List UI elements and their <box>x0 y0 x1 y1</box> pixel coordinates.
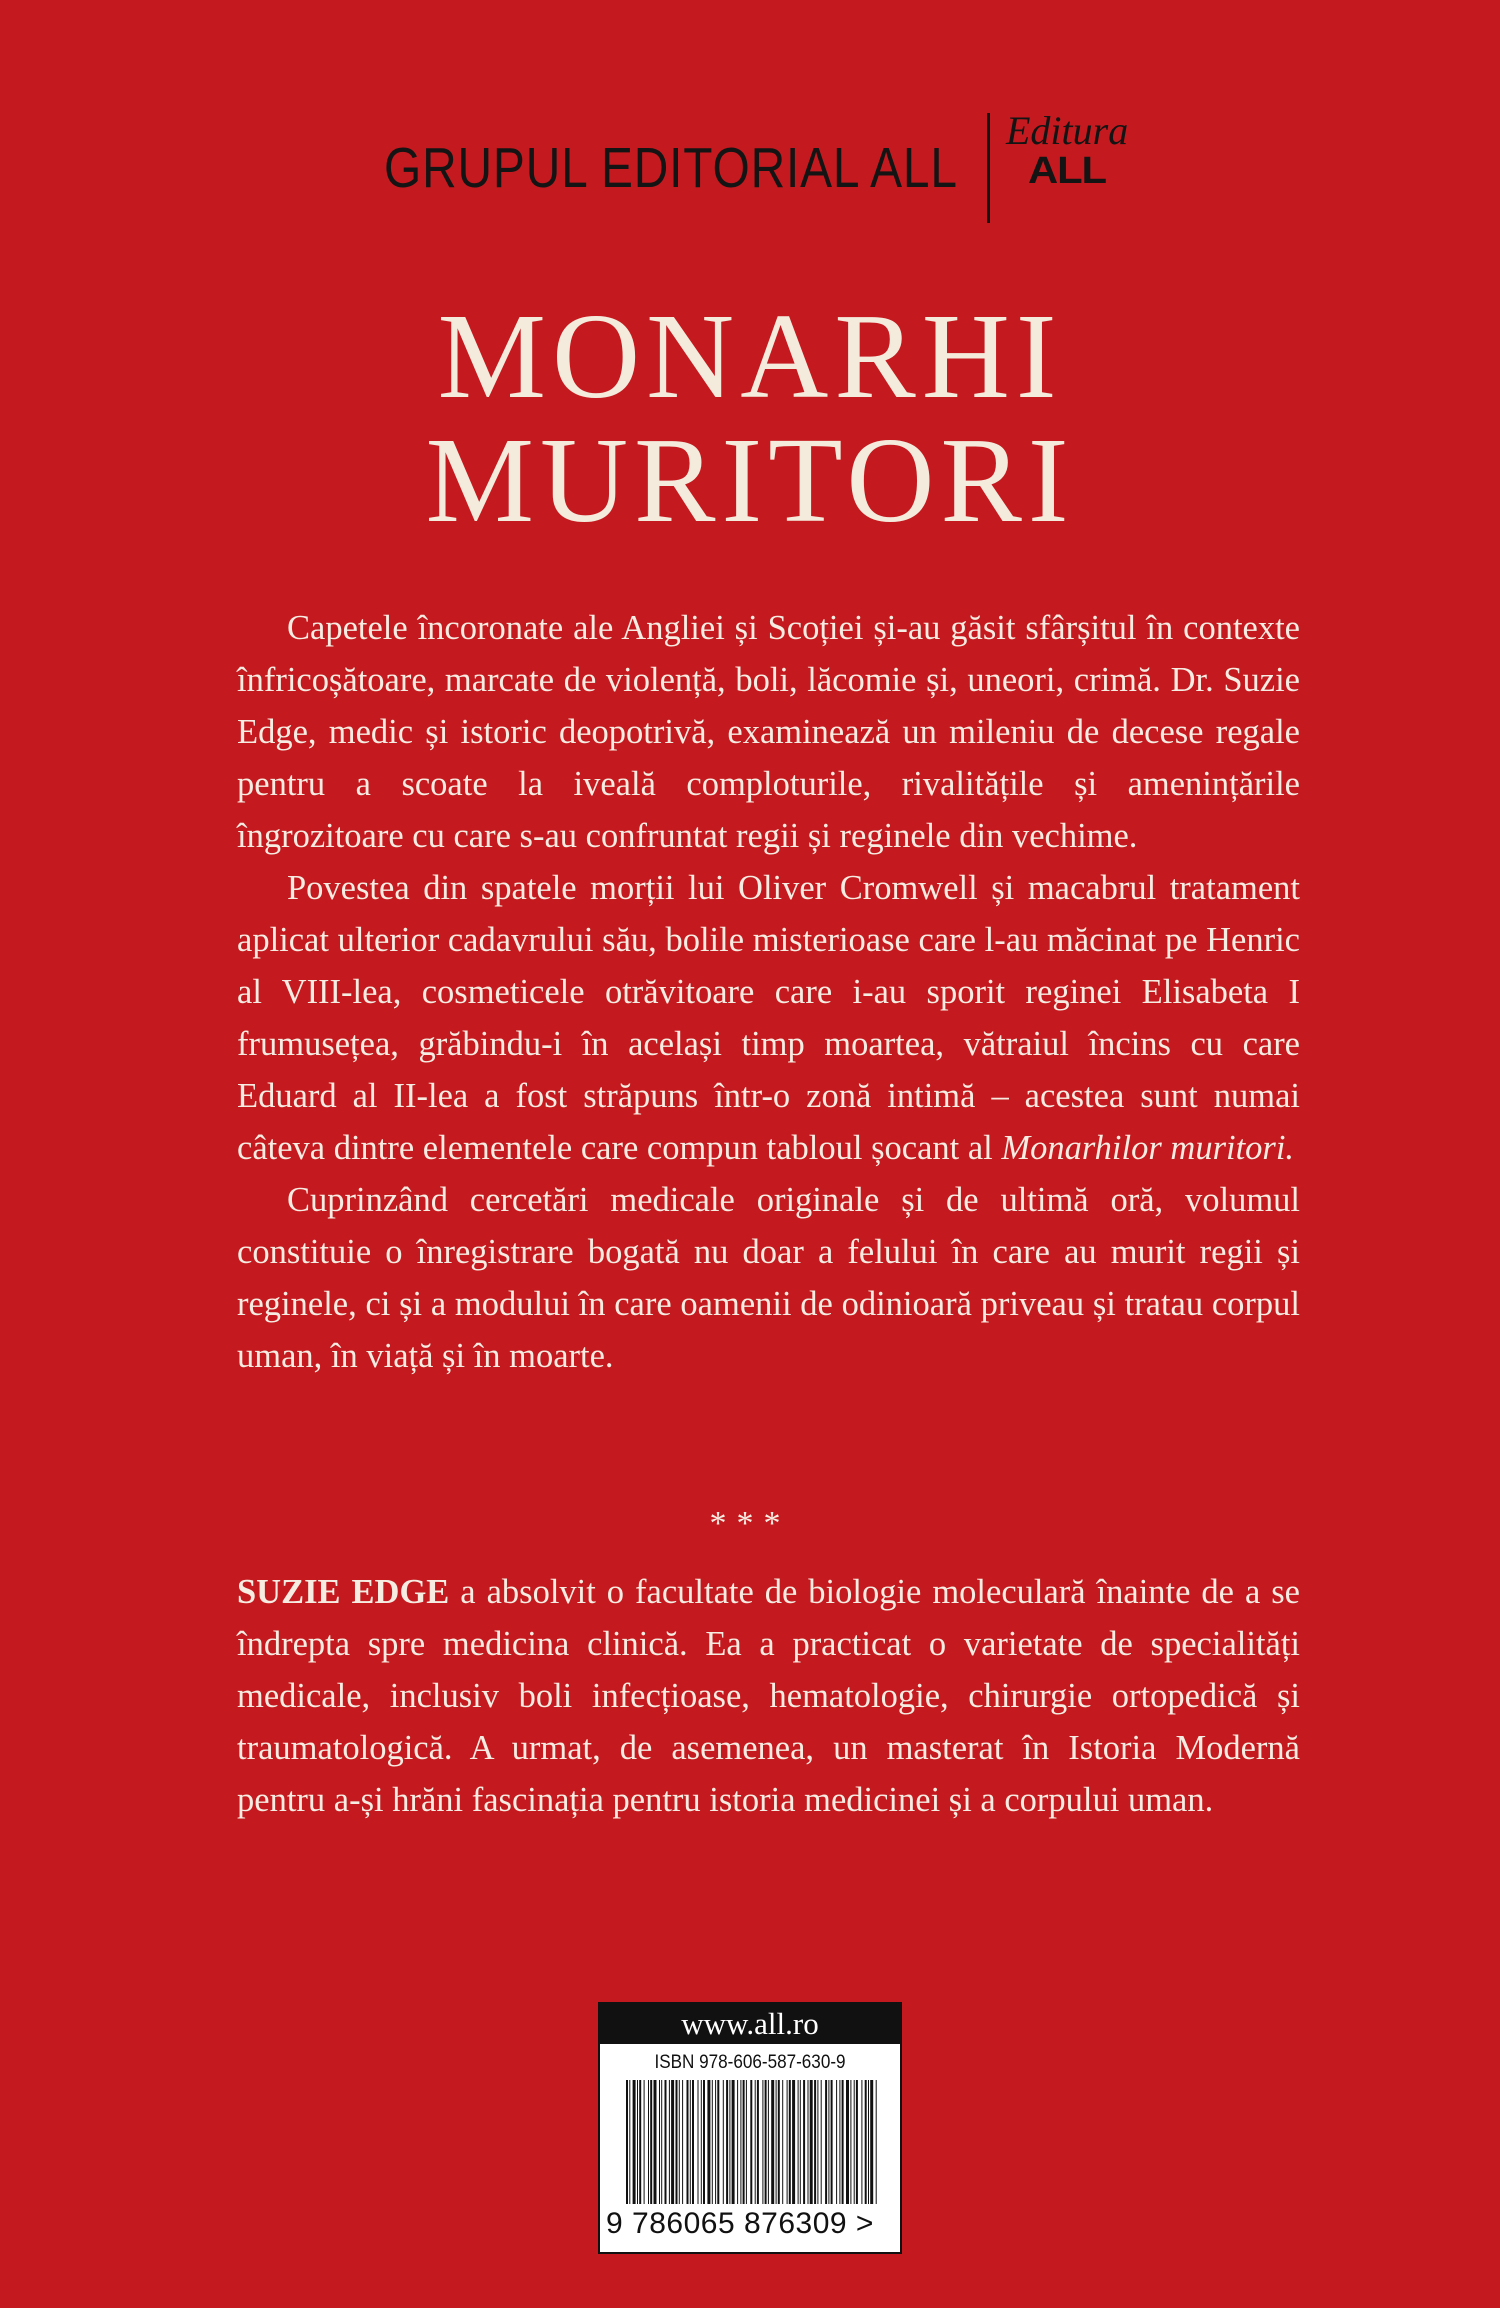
author-name: SUZIE EDGE <box>237 1573 450 1611</box>
logo-mark: ALL <box>1028 150 1106 192</box>
barcode-bar <box>729 2080 730 2204</box>
barcode-bar <box>778 2080 780 2204</box>
barcode-bar <box>679 2080 680 2204</box>
barcode-bar <box>757 2080 759 2204</box>
barcode-bar <box>821 2080 822 2204</box>
publisher-header <box>384 108 1129 201</box>
barcode-bar <box>765 2080 767 2204</box>
barcode-bar <box>654 2080 657 2204</box>
barcode-bar <box>768 2080 769 2204</box>
barcode-bar <box>861 2080 862 2204</box>
barcode-bar <box>825 2080 827 2204</box>
barcode-bar <box>633 2080 636 2204</box>
barcode-bar <box>800 2080 801 2204</box>
barcode-bar <box>850 2080 851 2204</box>
publisher-name: GRUPUL EDITORIAL ALL <box>384 136 958 200</box>
book-description <box>237 602 1300 1382</box>
barcode-bar <box>665 2080 667 2204</box>
barcode-bar <box>639 2080 641 2204</box>
barcode-bar <box>659 2080 660 2204</box>
barcode-bar <box>703 2080 705 2204</box>
publisher-url: www.all.ro <box>600 2004 900 2044</box>
barcode-bar <box>776 2080 777 2204</box>
barcode-bar <box>726 2080 728 2204</box>
barcode-bar <box>676 2080 678 2204</box>
barcode-bar <box>810 2080 813 2204</box>
barcode-bar <box>717 2080 719 2204</box>
barcode-bar <box>782 2080 783 2204</box>
barcode-bar <box>803 2080 805 2204</box>
barcode-bar <box>687 2080 689 2204</box>
barcode-bar <box>854 2080 855 2204</box>
barcode-bar <box>671 2080 674 2204</box>
barcode-bar <box>842 2080 844 2204</box>
barcode-bar <box>817 2080 818 2204</box>
logo-script: Editura <box>1006 108 1129 153</box>
barcode-bar <box>669 2080 670 2204</box>
barcode-bar <box>690 2080 691 2204</box>
barcode-bar <box>762 2080 763 2204</box>
barcode-digits: 9 786065 876309 > <box>606 2207 874 2240</box>
barcode-bar <box>856 2080 858 2204</box>
barcode-bar <box>648 2080 649 2204</box>
author-bio <box>237 1566 1300 1826</box>
barcode-box <box>598 2002 902 2254</box>
barcode-bar <box>732 2080 735 2204</box>
title-line-1: MONARHI <box>437 289 1063 424</box>
barcode-bar <box>712 2080 713 2204</box>
description-paragraph-3: Cuprinzând cercetări medicale originale și de ultimă oră, volumul constituie o înregistrare bogată nu doar a felului în care au murit regii și reginele, ci și a modului în care oamenii de odinioară priveau și tratau corpul uman, în viață și în moarte. <box>237 1181 1300 1375</box>
book-title <box>0 289 1500 548</box>
barcode-bar <box>868 2080 869 2204</box>
barcode-bar <box>743 2080 745 2204</box>
barcode-bar <box>737 2080 738 2204</box>
author-bio-text: a absolvit o facultate de biologie moleculară înainte de a se îndrepta spre medicina clinică. Ea a practicat o varietate de specialități medicale, inclusiv boli infecțioase, hematologie, chirurgie ortopedică și traumatologică. A urmat, de asemenea, un masterat în Istoria Modernă pentru a-și hrăni fascinația pentru istoria medicinei și a corpului uman. <box>237 1573 1300 1819</box>
barcode-bar <box>771 2080 774 2204</box>
description-paragraph-2 <box>237 862 1300 1174</box>
description-paragraph-2-italic: Monarhilor muritori. <box>1001 1129 1295 1167</box>
barcode-bar <box>701 2080 702 2204</box>
barcode-bar <box>692 2080 694 2204</box>
barcode-bar <box>629 2080 630 2204</box>
barcode-bar <box>755 2080 756 2204</box>
barcode-image <box>626 2080 878 2204</box>
barcode-bar <box>707 2080 710 2204</box>
publisher-logo <box>1002 108 1129 209</box>
barcode-bar <box>626 2080 628 2204</box>
barcode-bar <box>787 2080 788 2204</box>
barcode-bar <box>865 2080 867 2204</box>
section-separator: *** <box>709 1505 791 1542</box>
barcode-bar <box>792 2080 795 2204</box>
barcode-bar <box>650 2080 652 2204</box>
barcode-bar <box>836 2080 837 2204</box>
barcode-bar <box>750 2080 752 2204</box>
barcode-bar <box>644 2080 645 2204</box>
title-line-2: MURITORI <box>425 413 1075 548</box>
publisher-divider <box>987 113 990 223</box>
isbn-label: ISBN 978-606-587-630-9 <box>654 2052 846 2073</box>
barcode-bar <box>789 2080 791 2204</box>
barcode-bar <box>828 2080 829 2204</box>
barcode-bar <box>661 2080 662 2204</box>
barcode-bar <box>808 2080 809 2204</box>
barcode-bar <box>746 2080 747 2204</box>
barcode-bar <box>682 2080 683 2204</box>
barcode-bar <box>698 2080 699 2204</box>
barcode-bar <box>798 2080 799 2204</box>
barcode-bar <box>814 2080 816 2204</box>
barcode-bar <box>846 2080 849 2204</box>
description-paragraph-1: Capetele încoronate ale Angliei și Scoției și-au găsit sfârșitul în contexte înfricoșătoare, marcate de violență, boli, lăcomie și, uneori, crimă. Dr. Suzie Edge, medic și istoric deopotrivă, examinează un mileniu de decese regale pentru a scoate la iveală comploturile, rivalitățile și amenințările îngrozitoare cu care s-au confruntat regii și reginele din vechime. <box>237 609 1300 855</box>
barcode-bar <box>637 2080 638 2204</box>
barcode-bar <box>723 2080 724 2204</box>
barcode-bar <box>870 2080 873 2204</box>
barcode-bar <box>740 2080 741 2204</box>
description-paragraph-2-text: Povestea din spatele morții lui Oliver Cromwell și macabrul tratament aplicat ulterior cadavrului său, bolile misterioase care l-au măcinat pe Henric al VIII-lea, cosmeticele otrăvitoare care i-au sporit reginei Elisabeta I frumusețea, grăbindu-i în același timp moartea, vătraiul încins cu care Eduard al II-lea a fost străpuns într-o zonă intimă – acestea sunt numai câteva dintre elementele care compun tabloul șocant al <box>237 869 1300 1167</box>
barcode-bar <box>715 2080 716 2204</box>
barcode-bar <box>831 2080 833 2204</box>
barcode-bar <box>839 2080 840 2204</box>
barcode-bar <box>876 2080 877 2204</box>
